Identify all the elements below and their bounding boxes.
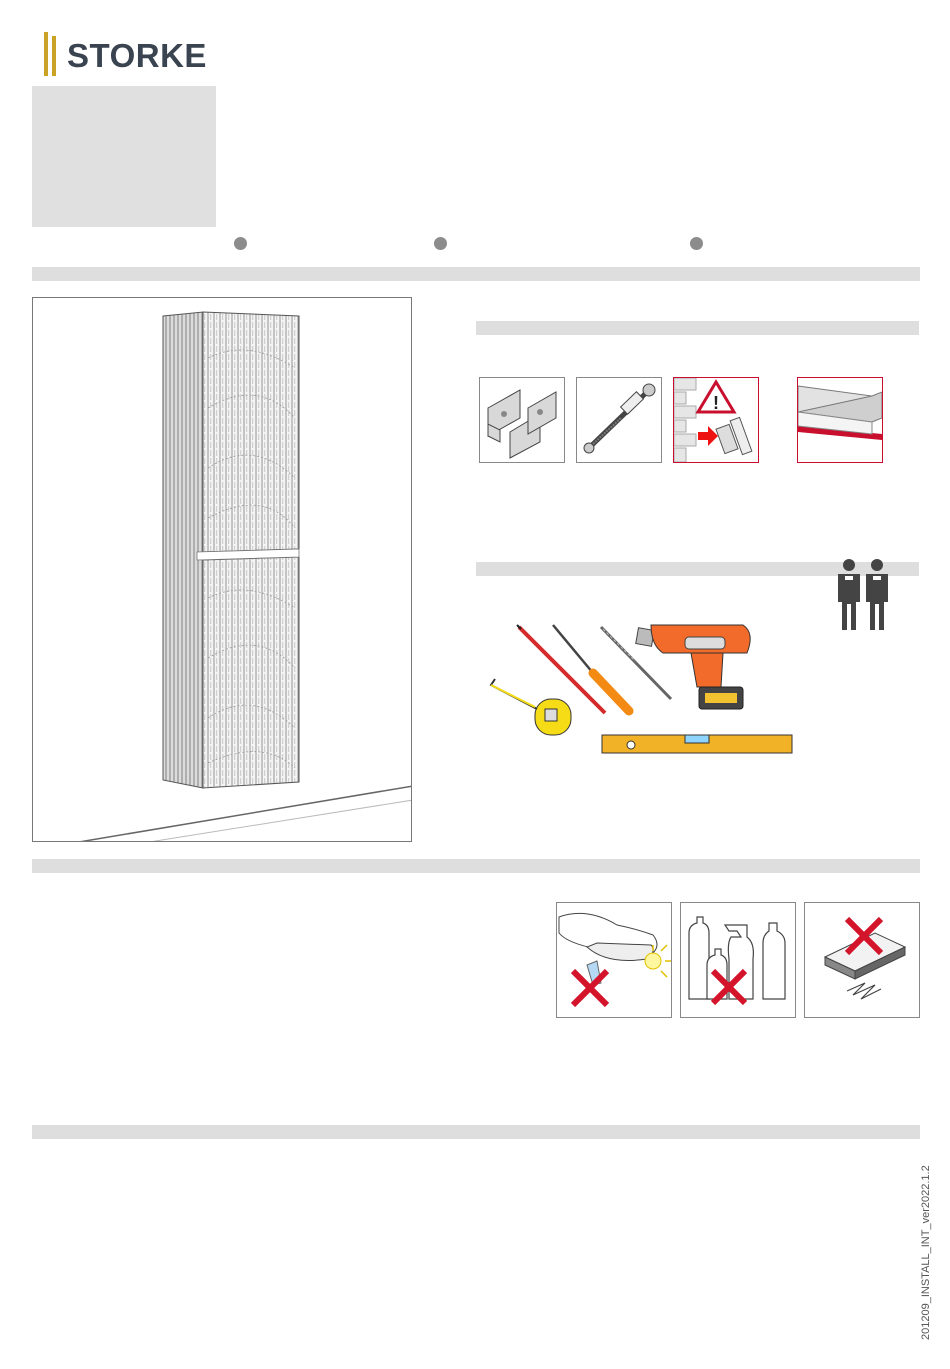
bullet-dot — [234, 237, 247, 250]
section-band-hardware — [476, 321, 919, 335]
wall-bracket-icon — [479, 377, 565, 463]
no-scratching-icon — [804, 902, 920, 1018]
wall-plug-warning-icon — [673, 377, 759, 463]
section-band-footer — [32, 1125, 920, 1139]
product-illustration — [32, 297, 412, 842]
brand-logo-text: STORKE — [67, 37, 207, 74]
protective-edge-icon — [797, 377, 883, 463]
product-label-box — [32, 86, 216, 227]
section-band-header — [32, 267, 920, 281]
section-band-care — [32, 859, 920, 873]
document-version: 201209_INSTALL_INT_ver2022.1.2 — [920, 1165, 932, 1340]
two-persons-icon — [834, 558, 892, 632]
bullet-dot — [434, 237, 447, 250]
mounting-bolt-icon — [576, 377, 662, 463]
logo-mark — [44, 32, 62, 76]
bullet-dot — [690, 237, 703, 250]
no-chemical-cleaners-icon — [680, 902, 796, 1018]
svg-text:!: ! — [713, 393, 719, 413]
tools-illustration — [485, 615, 805, 760]
no-abrasive-cloth-icon — [556, 902, 672, 1018]
